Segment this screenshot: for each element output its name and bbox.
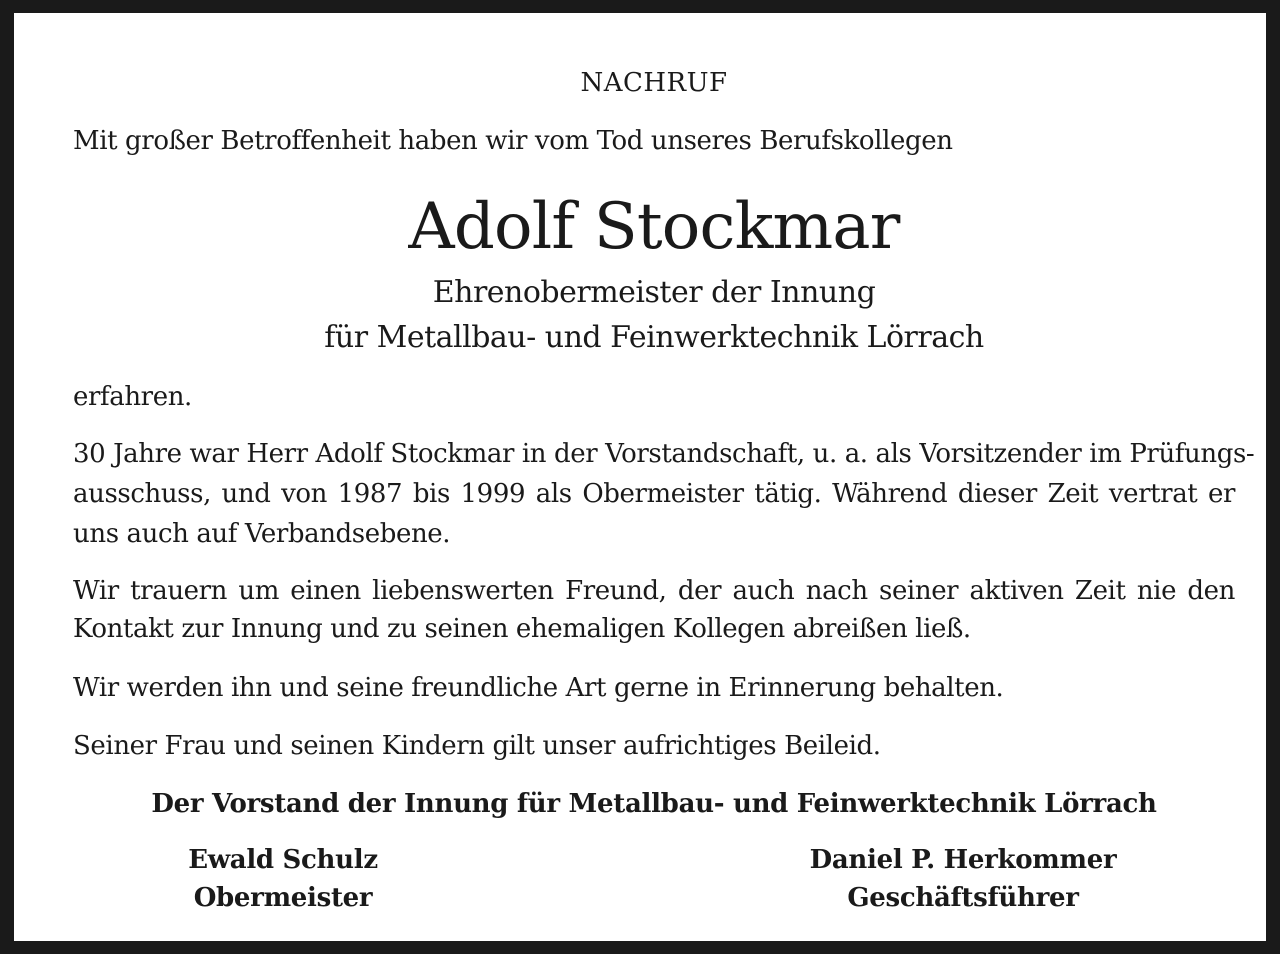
closing-word: erfahren. [73, 382, 192, 412]
paragraph-line: Seiner Frau und seinen Kindern gilt unser aufrichtiges Beileid. [73, 731, 881, 761]
paragraph-career [73, 434, 1255, 554]
paragraph-mourning [73, 572, 1235, 648]
paragraph-line: 30 Jahre war Herr Adolf Stockmar in der Vorstandschaft, u. a. als Vorsitzender im Prüfungs- [73, 439, 1255, 469]
deceased-title-line-2: für Metallbau- und Feinwerktechnik Lörrach [324, 320, 984, 355]
notice-heading: NACHRUF [580, 68, 728, 98]
paragraph-line: Wir trauern um einen liebenswerten Freund, der auch nach seiner aktiven Zeit nie den [73, 576, 1235, 606]
signer-name: Daniel P. Herkommer [809, 845, 1117, 875]
paragraph-remembrance [73, 669, 1235, 707]
signer-role: Geschäftsführer [847, 883, 1079, 913]
signer-role: Obermeister [193, 883, 373, 913]
board-signature-line: Der Vorstand der Innung für Metallbau- und Feinwerktechnik Lörrach [151, 789, 1157, 819]
signer-name: Ewald Schulz [188, 845, 378, 875]
paragraph-line: Wir werden ihn und seine freundliche Art gerne in Erinnerung behalten. [73, 673, 1004, 703]
paragraph-line: Kontakt zur Innung und zu seinen ehemaligen Kollegen abreißen ließ. [73, 614, 971, 644]
signer-right [793, 841, 1133, 917]
paragraph-line: uns auch auf Verbandsebene. [73, 519, 451, 549]
intro-text: Mit großer Betroffenheit haben wir vom Tod unseres Berufskollegen [73, 126, 953, 156]
paragraph-condolence [73, 727, 1235, 765]
deceased-name: Adolf Stockmar [408, 190, 900, 264]
deceased-title-line-1: Ehrenobermeister der Innung [432, 275, 876, 310]
paragraph-line: ausschuss, und von 1987 bis 1999 als Obermeister tätig. Während dieser Zeit vertrat er [73, 479, 1235, 509]
signer-left [153, 841, 413, 917]
